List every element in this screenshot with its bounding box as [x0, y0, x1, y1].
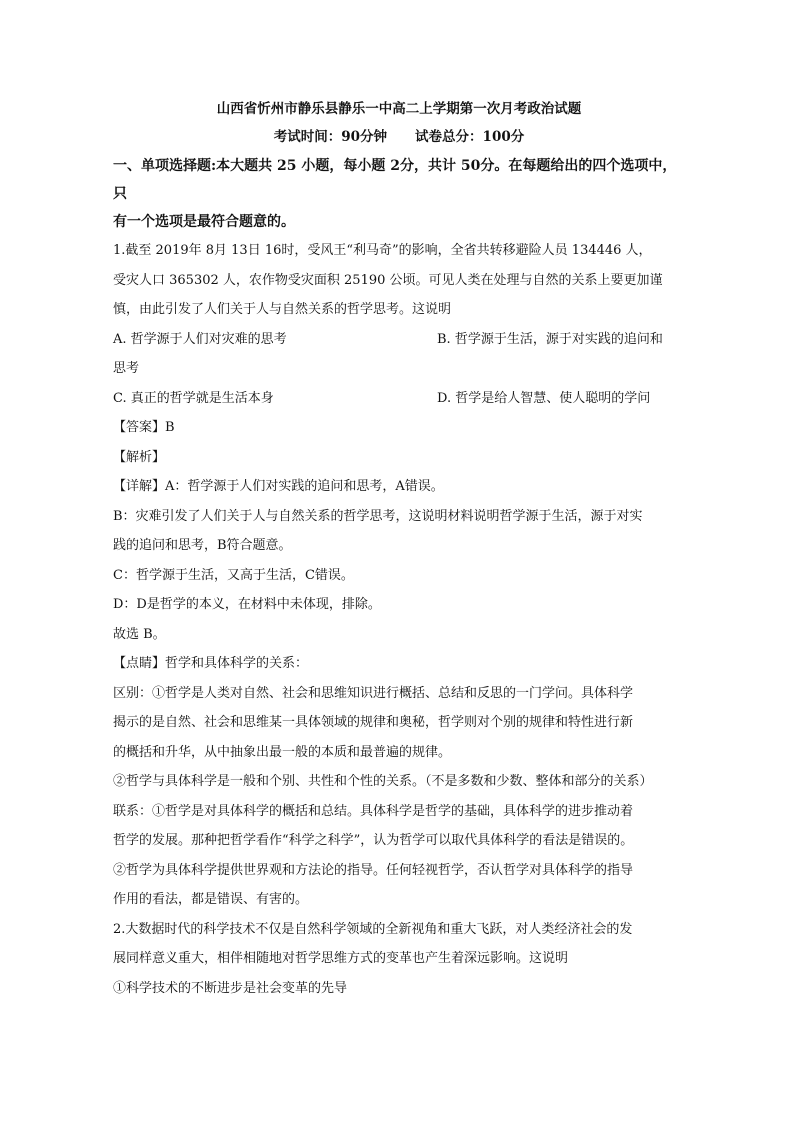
section-heading-line: 一、单项选择题:本大题共 25 小题，每小题 2分，共计 50分。在每题给出的四个选项中，只	[113, 158, 677, 202]
question-item: ①科学技术的不断进步是社会变革的先导	[113, 980, 348, 996]
point-line: 的概括和升华，从中抽象出最一般的本质和最普遍的规律。	[113, 744, 452, 760]
choice-line: 故选 B。	[113, 626, 166, 642]
option-a: A. 哲学源于人们对灾难的思考	[113, 331, 287, 347]
point-line: 作用的看法，都是错误、有害的。	[113, 892, 309, 907]
answer: 【答案】B	[113, 420, 175, 435]
section-heading-line: 有一个选项是最符合题意的。	[113, 214, 295, 230]
option-c: C. 真正的哲学就是生活本身	[113, 390, 274, 406]
question-text: 2.大数据时代的科学技术不仅是自然科学领域的全新视角和重大飞跃，对人类经济社会的发	[113, 921, 633, 937]
question-2	[113, 915, 685, 1004]
point-line: 区别：①哲学是人类对自然、社会和思维知识进行概括、总结和反思的一门学问。具体科学	[113, 685, 634, 701]
total-score: 试卷总分：100分	[415, 129, 525, 145]
detail-line: B：灾难引发了人们关于人与自然关系的哲学思考，这说明材料说明哲学源于生活，源于对实	[113, 508, 643, 524]
detail-line: D：D是哲学的本义，在材料中未体现，排除。	[113, 597, 381, 612]
option-d: D. 哲学是给人智慧、使人聪明的学问	[437, 390, 651, 406]
point-line: 揭示的是自然、社会和思维某一具体领域的规律和奥秘，哲学则对个别的规律和特性进行新	[113, 715, 634, 730]
question-text: 展同样意义重大，相伴相随地对哲学思维方式的变革也产生着深远影响。这说明	[113, 951, 569, 966]
question-1	[113, 236, 685, 915]
question-text: 慎，由此引发了人们关于人与自然关系的哲学思考。这说明	[113, 302, 452, 317]
point-line: ②哲学与具体科学是一般和个别、共性和个性的关系。（不是多数和少数、整体和部分的关系）	[113, 774, 653, 789]
option-b: B. 哲学源于生活，源于对实践的追问和	[437, 331, 663, 347]
exam-info	[113, 128, 685, 146]
point-line: 哲学的发展。那种把哲学看作“科学之科学”，认为哲学可以取代具体科学的看法是错误的。	[113, 833, 634, 848]
exam-title: 山西省忻州市静乐县静乐一中高二上学期第一次月考政治试题	[216, 101, 582, 117]
point-heading: 【点睛】哲学和具体科学的关系：	[113, 656, 309, 671]
question-text: 受灾人口 365302 人，农作物受灾面积 25190 公顷。可见人类在处理与自然的关系上要更加谨	[113, 272, 663, 288]
options	[113, 325, 685, 414]
point-line: ②哲学为具体科学提供世界观和方法论的指导。任何轻视哲学，否认哲学对具体科学的指导	[113, 862, 634, 878]
section-heading	[113, 152, 685, 236]
analysis-heading: 【解析】	[113, 449, 166, 465]
detail-line: 践的追问和思考，B符合题意。	[113, 538, 292, 553]
detail-line: 【详解】A：哲学源于人们对实践的追问和思考，A错误。	[113, 479, 444, 494]
option-b-continued: 思考	[113, 361, 140, 376]
point-line: 联系：①哲学是对具体科学的概括和总结。具体科学是哲学的基础，具体科学的进步推动着	[113, 803, 634, 819]
question-text: 1.截至 2019年 8月 13日 16时，受风王“利马奇”的影响，全省共转移避险人员 134446 人，	[113, 243, 652, 258]
detail-line: C：哲学源于生活，又高于生活，C错误。	[113, 567, 354, 583]
exam-page	[113, 100, 685, 1003]
exam-time: 考试时间：90分钟	[273, 129, 388, 145]
